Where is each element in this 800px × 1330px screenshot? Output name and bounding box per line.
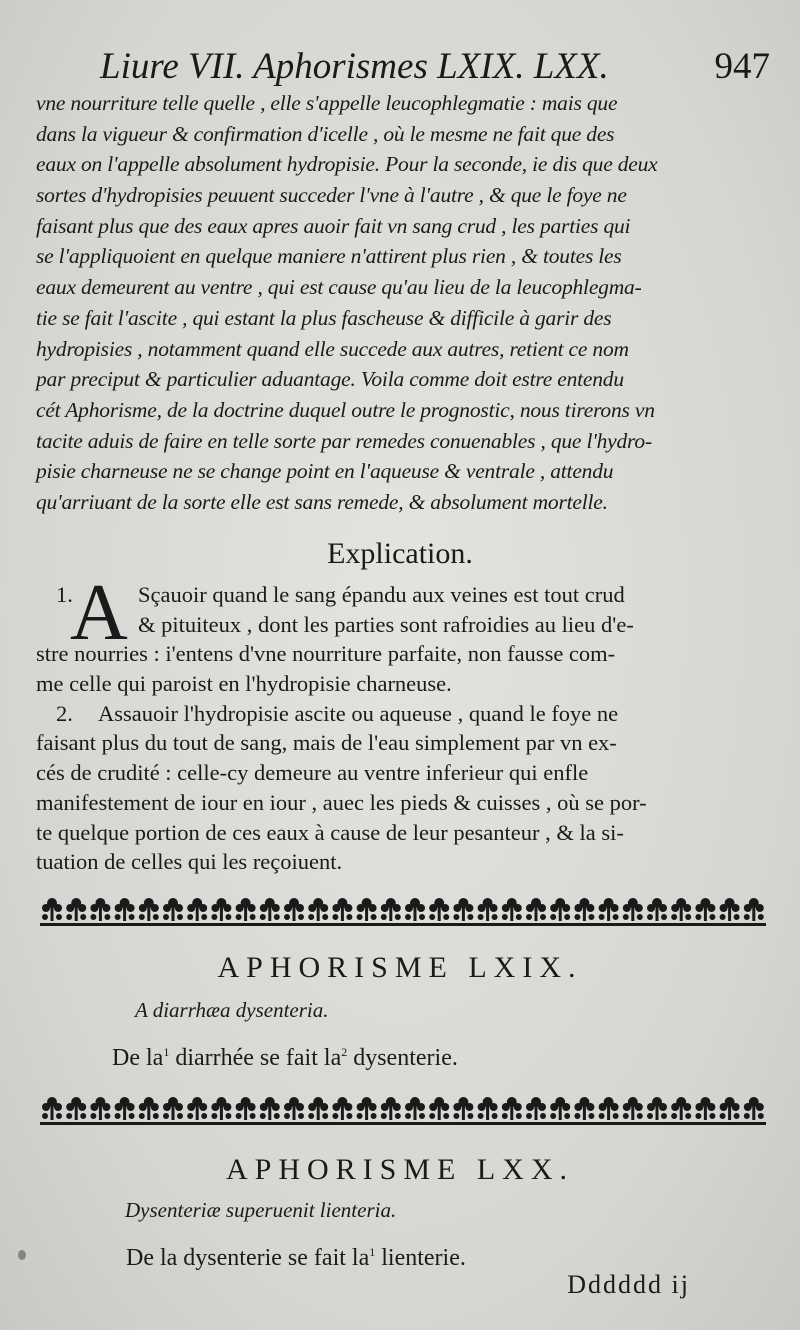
running-title: Liure VII. Aphorismes LXIX. LXX. (100, 46, 609, 87)
commentary-line: qu'arriuant de la sorte elle est sans remede, & absolument mortelle. (36, 489, 608, 514)
note-line (36, 580, 768, 610)
note-line: stre nourries : i'entens d'vne nourriture parfaite, non fausse com- (36, 641, 616, 667)
note-line: manifestement de iour en iour , auec les pieds & cuisses , où se por- (36, 789, 647, 815)
commentary-line: tie se fait l'ascite , qui estant la plus fascheuse & difficile à garir des (36, 305, 612, 330)
commentary-line: cét Aphorisme, de la doctrine duquel outre le prognostic, nous tirerons vn (36, 397, 655, 422)
commentary-line: dans la vigueur & confirmation d'icelle , où le mesme ne fait que des (36, 121, 615, 146)
commentary-line: pisie charneuse ne se change point en l'aqueuse & ventrale , attendu (36, 459, 614, 484)
commentary-line: par preciput & particulier aduantage. Voila comme doit estre entendu (36, 367, 624, 392)
footnote-marker: 2 (341, 1045, 348, 1059)
commentary-text (36, 88, 766, 518)
fleuron-band-icon (40, 1094, 766, 1128)
commentary-line: vne nourriture telle quelle , elle s'appelle leucophlegmatie : mais que (36, 91, 618, 115)
note-line (36, 699, 768, 729)
note-text: Sçauoir quand le sang épandu aux veines est tout crud (138, 582, 625, 607)
drop-cap: A (70, 569, 128, 657)
note-line: me celle qui paroist en l'hydropisie charneuse. (36, 671, 452, 697)
commentary-line: hydropisies , notamment quand elle succede aux autres, retient ce nom (36, 336, 629, 361)
commentary-line: se l'appliquoient en quelque maniere n'attirent plus rien , & toutes les (36, 244, 622, 269)
footnote-marker: 1 (163, 1045, 170, 1059)
aphorism-69-title: APHORISME LXIX. (217, 951, 583, 984)
commentary-line: eaux demeurent au ventre , qui est cause qu'au lieu de la leucophlegma- (36, 275, 642, 300)
page-number: 947 (714, 46, 770, 87)
ink-blot (18, 1250, 26, 1260)
note-line: tuation de celles qui les reçoiuent. (36, 849, 343, 875)
aphorism-69-french: De $la^1$ diarrhée se fait $la^2$ dysenterie. (112, 1045, 458, 1071)
aphorism-70-french: De la dysenterie se fait $la^1$ lienterie. (126, 1245, 466, 1271)
note-text: Assauoir l'hydropisie ascite ou aqueuse , quand le foye ne (98, 700, 619, 726)
explication-notes (36, 569, 768, 877)
note-number: 2. (56, 700, 73, 726)
explication-heading: Explication. (327, 537, 473, 570)
footnote-marker: 1 (369, 1245, 376, 1259)
note-line (36, 610, 768, 640)
commentary-line: sortes d'hydropisies peuuent succeder l'vne à l'autre , & que le foye ne (36, 183, 627, 208)
note-line: te quelque portion de ces eaux à cause de leur pesanteur , & la si- (36, 819, 624, 845)
note-number: 1. (56, 582, 73, 607)
signature-mark: Dddddd ij (567, 1270, 690, 1299)
aphorism-70-title: APHORISME LXX. (225, 1153, 575, 1186)
note-text: & pituiteux , dont les parties sont rafroidies au lieu d'e- (138, 611, 634, 637)
commentary-line: eaux on l'appelle absolument hydropisie. Pour la seconde, ie dis que deux (36, 152, 658, 177)
aphorism-69-latin: A diarrhæa dysenteria. (135, 998, 329, 1022)
commentary-line: tacite aduis de faire en telle sorte par remedes conuenables , que l'hydro- (36, 428, 652, 453)
fleuron-band-icon (40, 895, 766, 929)
note-line: cés de crudité : celle-cy demeure au ventre inferieur qui enfle (36, 760, 589, 786)
running-header (100, 42, 770, 92)
commentary-line: faisant plus que des eaux apres auoir fait vn sang crud , les parties qui (36, 213, 631, 238)
note-line: faisant plus du tout de sang, mais de l'eau simplement par vn ex- (36, 730, 617, 756)
aphorism-70-latin: Dysenteriæ superuenit lienteria. (125, 1198, 397, 1222)
